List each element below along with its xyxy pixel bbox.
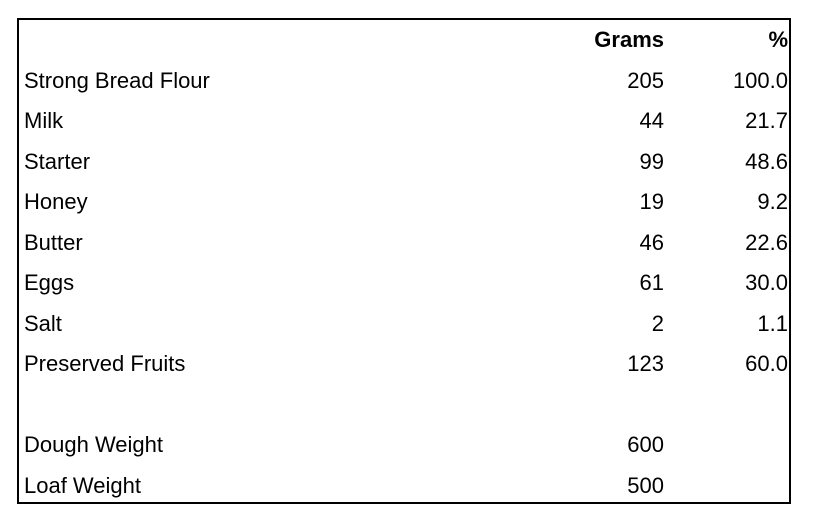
table-row [24,182,788,223]
spacer-cell [564,385,664,426]
ingredient-percent: 9.2 [757,189,788,214]
ingredient-percent: 60.0 [745,351,788,376]
table-row [24,304,788,345]
ingredient-name: Strong Bread Flour [24,67,210,93]
ingredient-percent: 30.0 [745,270,788,295]
ingredient-grams: 99 [639,148,664,174]
ingredient-percent: 100.0 [732,67,788,93]
total-label: Dough Weight [24,432,164,457]
spacer-cell [24,385,564,426]
ingredient-table [24,20,788,506]
total-row [24,425,788,466]
total-percent [664,425,788,466]
table-row [24,344,788,385]
ingredient-grams: 19 [639,189,664,214]
ingredient-percent: 22.6 [745,229,788,255]
total-label: Loaf Weight [24,472,142,498]
total-percent [664,466,788,507]
ingredient-name: Milk [24,108,64,133]
table-row [24,263,788,304]
spacer-cell [664,385,788,426]
header-grams: Grams [594,27,664,52]
ingredient-name: Preserved Fruits [24,351,186,376]
header-row [24,20,788,61]
ingredient-name: Starter [24,148,91,174]
table-row [24,223,788,264]
header-ingredient [24,20,564,61]
ingredient-name: Butter [24,229,83,255]
ingredient-name: Honey [24,189,88,214]
ingredient-percent: 21.7 [745,108,788,133]
table-row [24,61,788,102]
ingredient-percent: 48.6 [745,148,788,174]
table-row [24,101,788,142]
ingredient-grams: 2 [651,310,664,336]
total-row [24,466,788,507]
ingredient-grams: 46 [639,229,664,255]
total-grams: 600 [627,432,664,457]
table-row [24,142,788,183]
ingredient-name: Salt [24,310,62,336]
ingredient-grams: 44 [639,108,664,133]
spacer-row [24,385,788,426]
total-grams: 500 [627,472,664,498]
ingredient-grams: 61 [639,270,664,295]
ingredient-grams: 205 [627,67,664,93]
ingredient-percent: 1.1 [757,310,788,336]
ingredient-name: Eggs [24,270,75,295]
ingredient-grams: 123 [627,351,664,376]
header-percent: % [768,27,788,52]
